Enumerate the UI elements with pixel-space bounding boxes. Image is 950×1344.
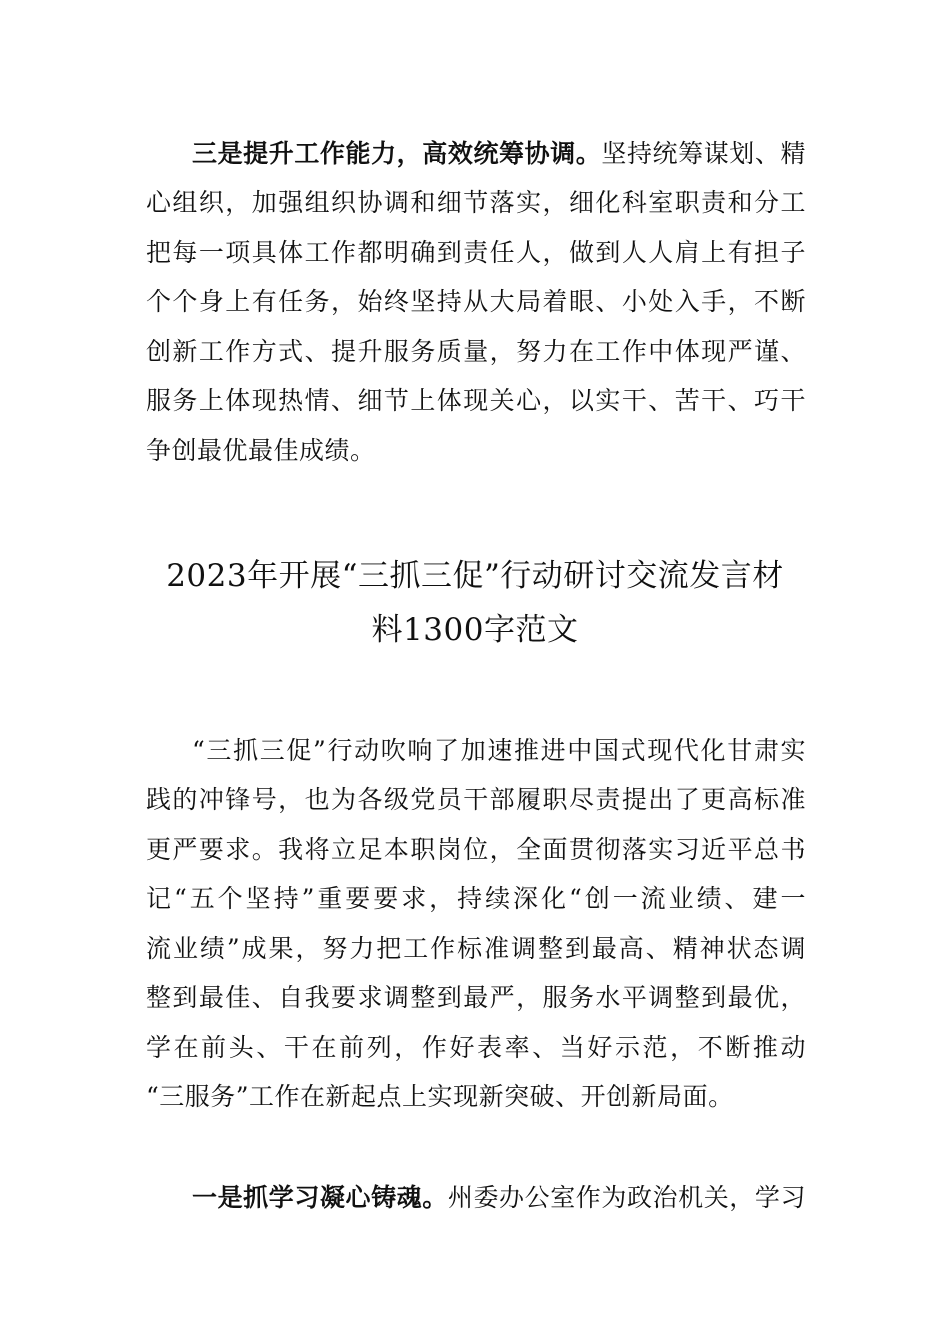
intro-line-3: 更严要求。我将立足本职岗位，全面贯彻落实习近平总书: [146, 835, 806, 864]
section-three-line-3: 把每一项具体工作都明确到责任人，做到人人肩上有担子: [146, 238, 806, 267]
section-three-first-rest: 坚持统筹谋划、精: [601, 139, 806, 168]
section-three-line-4: 个个身上有任务，始终坚持从大局着眼、小处入手，不断: [146, 287, 806, 316]
intro-line-1: “三抓三促”行动吹响了加速推进中国式现代化甘肃实: [192, 736, 806, 765]
section-three-line-7: 争创最优最佳成绩。: [146, 436, 376, 465]
intro-line-7: 学在前头、干在前列，作好表率、当好示范，不断推动: [146, 1033, 806, 1062]
section-three-line-6: 服务上体现热情、细节上体现关心，以实干、苦干、巧干: [146, 386, 806, 415]
intro-line-5: 流业绩”成果，努力把工作标准调整到最高、精神状态调: [146, 934, 806, 963]
intro-line-6: 整到最佳、自我要求调整到最严，服务水平调整到最优，: [146, 983, 806, 1012]
document-title-line-1: 2023年开展“三抓三促”行动研讨交流发言材: [166, 558, 784, 594]
section-one-rest: 州委办公室作为政治机关，学习: [447, 1183, 806, 1212]
section-three-line-2: 心组织，加强组织协调和细节落实，细化科室职责和分工: [146, 188, 806, 217]
document-title-line-2: 料1300字范文: [371, 612, 579, 648]
intro-line-8: “三服务”工作在新起点上实现新突破、开创新局面。: [146, 1082, 734, 1111]
intro-line-4: 记“五个坚持”重要要求，持续深化“创一流业绩、建一: [146, 884, 806, 913]
section-three-lead: 三是提升工作能力，高效统筹协调。: [192, 139, 602, 168]
section-one-lead: 一是抓学习凝心铸魂。: [192, 1183, 448, 1212]
section-three-line-1: [192, 137, 806, 171]
section-one-line-1: [192, 1181, 806, 1215]
section-three-line-5: 创新工作方式、提升服务质量，努力在工作中体现严谨、: [146, 337, 806, 366]
intro-line-2: 践的冲锋号，也为各级党员干部履职尽责提出了更高标准: [146, 785, 806, 814]
